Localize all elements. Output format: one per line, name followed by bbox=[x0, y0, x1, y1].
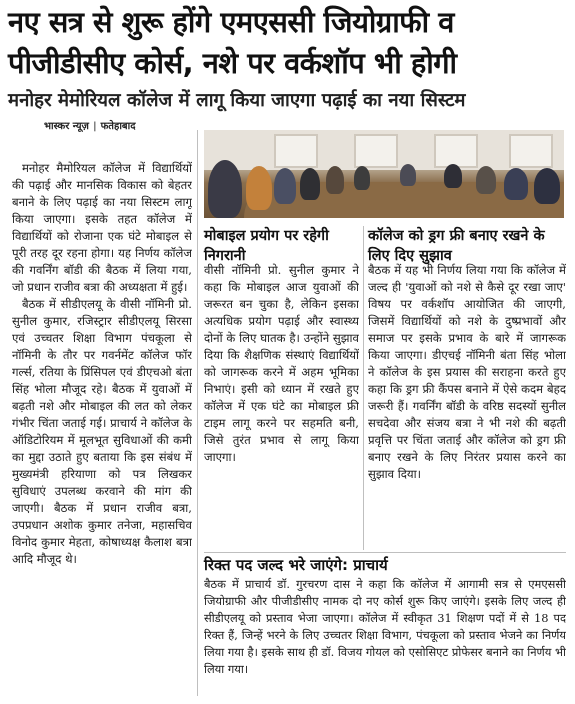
subheadline: मनोहर मेमोरियल कॉलेज में लागू किया जाएगा पढ़ाई का नया सिस्टम bbox=[8, 90, 466, 111]
byline bbox=[44, 118, 136, 132]
headline-line-1: नए सत्र से शुरू होंगे एमएससी जियोग्राफी व bbox=[8, 5, 454, 39]
byline-source: भास्कर न्यूज़ bbox=[44, 121, 89, 132]
headline bbox=[8, 2, 568, 84]
byline-separator: | bbox=[92, 121, 97, 132]
section-rule bbox=[204, 552, 566, 553]
section-divider bbox=[363, 226, 364, 550]
vacancy-section-text: बैठक में प्राचार्य डॉ. गुरचरण दास ने कहा कि कॉलेज में आगामी सत्र से एमएससी जियोग्राफी और पीजीडीसीए नामक दो नए कोर्स शुरू किए जाएंगे। इसके लिए जल्द ही सीडीएलयू को प्रस्ताव भेजा जाएगा। कॉलेज में स्वीकृत 31 शिक्षण पदों में से 18 पद रिक्त हैं, जिन्हें भरने के लिए उच्चतर शिक्षा विभाग, पंचकूला को प्रस्ताव भेजने का निर्णय लिया गया है। इसके साथ ही डॉ. विजय गोयल को एसोसिएट प्रोफेसर बनाने का निर्णय भी लिया गया। bbox=[204, 577, 566, 676]
mobile-section-text: वीसी नॉमिनी प्रो. सुनील कुमार ने कहा कि मोबाइल आज युवाओं की जरूरत बन चुका है, लेकिन इसका अत्यधिक प्रयोग पढ़ाई और स्वास्थ्य दोनों के लिए घातक है। उन्होंने सुझाव दिया कि शैक्षणिक संस्थाएं विद्यार्थियों को जागरूक करने में अहम भूमिका निभाएं। इसी को ध्यान में रखते हुए कॉलेज में एक घंटे का मोबाइल फ्री टाइम लागू करने पर सहमति बनी, जिसे तुरंत प्रभाव से लागू किया जाएगा। bbox=[204, 263, 359, 464]
headline-line-2: पीजीडीसीए कोर्स, नशे पर वर्कशॉप भी होगी bbox=[8, 46, 457, 80]
drug-section-body bbox=[368, 262, 566, 552]
photo-person bbox=[246, 166, 272, 210]
photo-person bbox=[300, 168, 320, 200]
photo-person bbox=[400, 164, 416, 186]
left-column bbox=[12, 160, 192, 695]
byline-location: फतेहाबाद bbox=[100, 121, 136, 132]
left-paragraph-1: मनोहर मैमोरियल कॉलेज में विद्यार्थियों की पढ़ाई और मानसिक विकास को बेहतर बनाने के लिए पढ़ाई का नया सिस्टम लागू किया जाएगा। इसके तहत कॉलेज में विद्यार्थियों को रोजाना एक घंटे मोबाइल से पूरी तरह दूर रहना होगा। यह निर्णय कॉलेज की गवर्निंग बॉडी की बैठक में लिया गया, जो प्रधान राजीव बत्रा की अध्यक्षता में हुई। bbox=[12, 161, 192, 294]
vacancy-section-body bbox=[204, 576, 566, 696]
column-divider bbox=[197, 130, 198, 696]
mobile-section-body bbox=[204, 262, 359, 552]
photo-window bbox=[274, 134, 318, 168]
drug-section-heading: कॉलेज को ड्रग फ्री बनाए रखने के लिए दिए सुझाव bbox=[368, 228, 545, 264]
photo-window bbox=[509, 134, 553, 168]
photo-window bbox=[354, 134, 398, 168]
photo-person bbox=[274, 168, 296, 204]
photo-person bbox=[534, 168, 560, 204]
vacancy-section-heading: रिक्त पद जल्द भरे जाएंगे: प्राचार्य bbox=[204, 556, 388, 574]
meeting-photo bbox=[204, 130, 564, 218]
drug-section-text: बैठक में यह भी निर्णय लिया गया कि कॉलेज में जल्द ही 'युवाओं को नशे से कैसे दूर रखा जाए' विषय पर वर्कशॉप आयोजित की जाएगी, जिसमें विद्यार्थियों को नशे के दुष्प्रभावों और समाज पर इसके प्रभाव के बारे में जागरूक किया जाएगा। डीएचई नॉमिनी बंता सिंह भोला ने कॉलेज के इस प्रयास की सराहना करते हुए कहा कि ड्रग फ्री कैंपस बनाने में ऐसे कदम बेहद जरूरी हैं। गवर्निंग बॉडी के वरिष्ठ सदस्यों सुनील सचदेवा और संजय बत्रा ने भी नशे की बढ़ती प्रवृत्ति पर चिंता जताई और कॉलेज को ड्रग फ्री बनाए रखने के लिए निरंतर प्रयास करने का सुझाव दिया। bbox=[368, 263, 566, 481]
photo-person bbox=[208, 160, 242, 218]
photo-person bbox=[354, 166, 370, 190]
photo-person bbox=[476, 166, 496, 194]
photo-window bbox=[434, 134, 478, 168]
photo-person bbox=[444, 164, 462, 188]
photo-person bbox=[504, 168, 528, 200]
left-paragraph-2: बैठक में सीडीएलयू के वीसी नॉमिनी प्रो. सुनील कुमार, रजिस्ट्रार सीडीएलयू सिरसा एवं उच्चतर शिक्षा विभाग पंचकूला से नॉमिनी के तौर पर गवर्नमेंट कॉलेज फॉर गर्ल्स, रतिया के प्रिंसिपल एवं डीएचओ बंता सिंह भोला मौजूद रहे। बैठक में युवाओं में बढ़ती नशे और मोबाइल की लत को लेकर गंभीर चिंता जताई गई। प्राचार्य ने कॉलेज के ऑडिटोरियम में मूलभूत सुविधाओं की कमी का मुद्दा उठाते हुए बताया कि इस संबंध में मुख्यमंत्री हरियाणा को पत्र लिखकर सुविधाएं उपलब्ध करवाने की मांग की जाएगी। बैठक में प्रधान राजीव बत्रा, उपप्रधान अशोक कुमार तनेजा, महासचिव विनोद कुमार मेहता, कोषाध्यक्ष कैलाश बत्रा आदि मौजूद थे। bbox=[12, 297, 192, 566]
mobile-section-heading: मोबाइल प्रयोग पर रहेगी निगरानी bbox=[204, 228, 329, 264]
photo-person bbox=[326, 166, 344, 194]
